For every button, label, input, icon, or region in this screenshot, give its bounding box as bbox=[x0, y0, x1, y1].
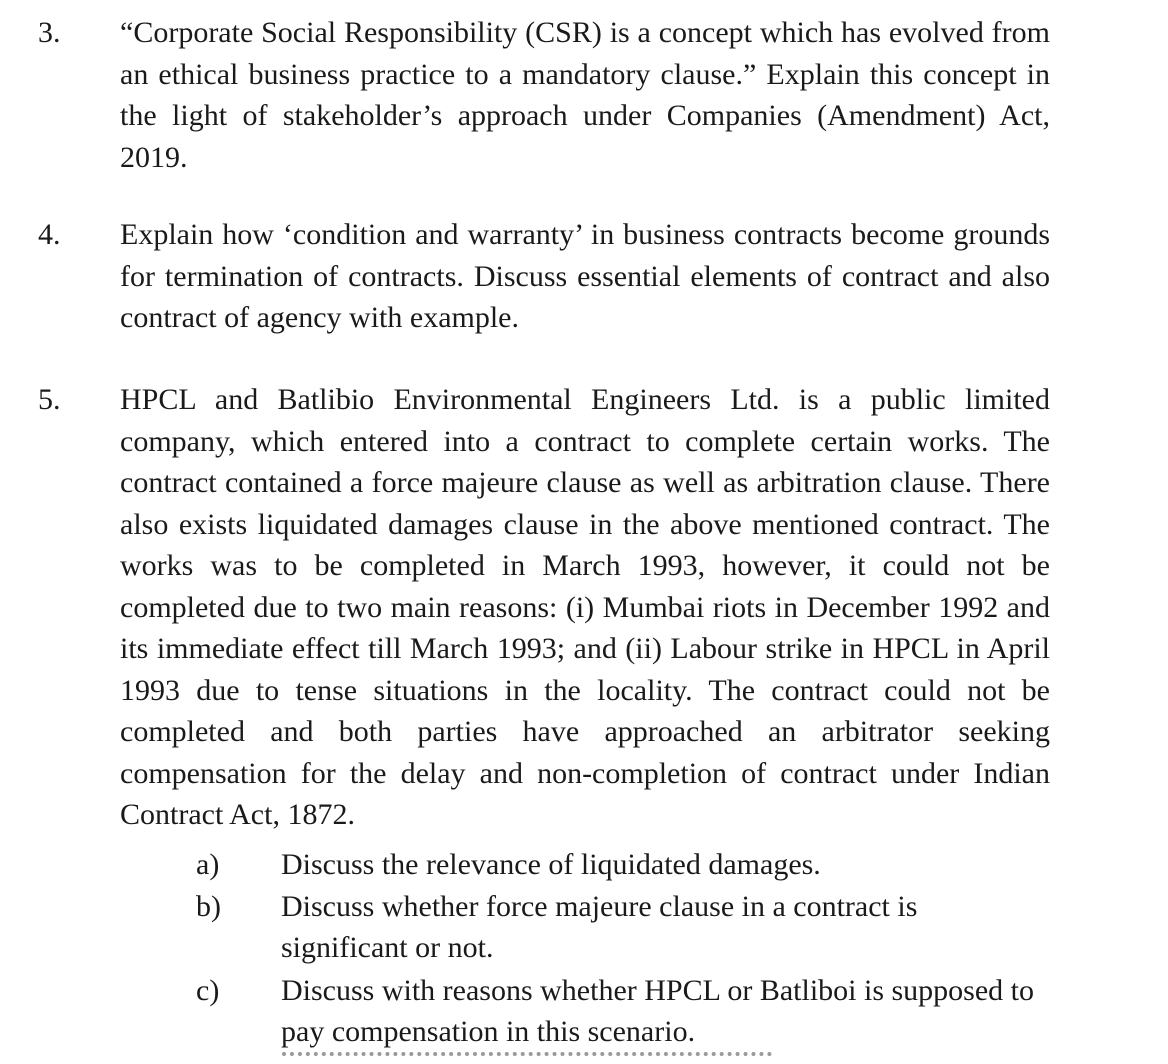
sub-question-text: Discuss whether force majeure clause in a contract is significant or not. bbox=[281, 890, 918, 964]
end-of-questions-divider bbox=[282, 1052, 772, 1056]
sub-question-text: Discuss with reasons whether HPCL or Batliboi is supposed to pay compensation in this scenario. bbox=[281, 974, 1035, 1048]
question-number: 4. bbox=[38, 218, 61, 251]
question-text: “Corporate Social Responsibility (CSR) is a concept which has evolved from an ethical business practice to a mandatory clause.” Explain this concept in the light of stakeholder’s approach under Companies (Amendment) Act, 2019. bbox=[120, 16, 1050, 174]
sub-question-label: c) bbox=[196, 974, 220, 1007]
question-text: HPCL and Batlibio Environmental Engineers Ltd. is a public limited company, which entered into a contract to complete certain works. The contract contained a force majeure clause as well as arbitration clause. There also exists liquidated damages clause in the above mentioned contract. The works was to be completed in March 1993, however, it could not be completed due to two main reasons: (i) Mumbai riots in December 1992 and its immediate effect till March 1993; and (ii) Labour strike in HPCL in April 1993 due to tense situations in the locality. The contract could not be completed and both parties have approached an arbitrator seeking compensation for the delay and non-completion of contract under Indian Contract Act, 1872. bbox=[120, 383, 1050, 831]
question-number: 3. bbox=[38, 16, 61, 49]
question-text: Explain how ‘condition and warranty’ in business contracts become grounds for termination of contracts. Discuss essential elements of contract and also contract of agency with example. bbox=[120, 218, 1050, 334]
question-number: 5. bbox=[38, 383, 61, 416]
sub-question-text: Discuss the relevance of liquidated damages. bbox=[281, 848, 821, 881]
sub-question-label: a) bbox=[196, 848, 220, 881]
sub-question-label: b) bbox=[196, 890, 221, 923]
